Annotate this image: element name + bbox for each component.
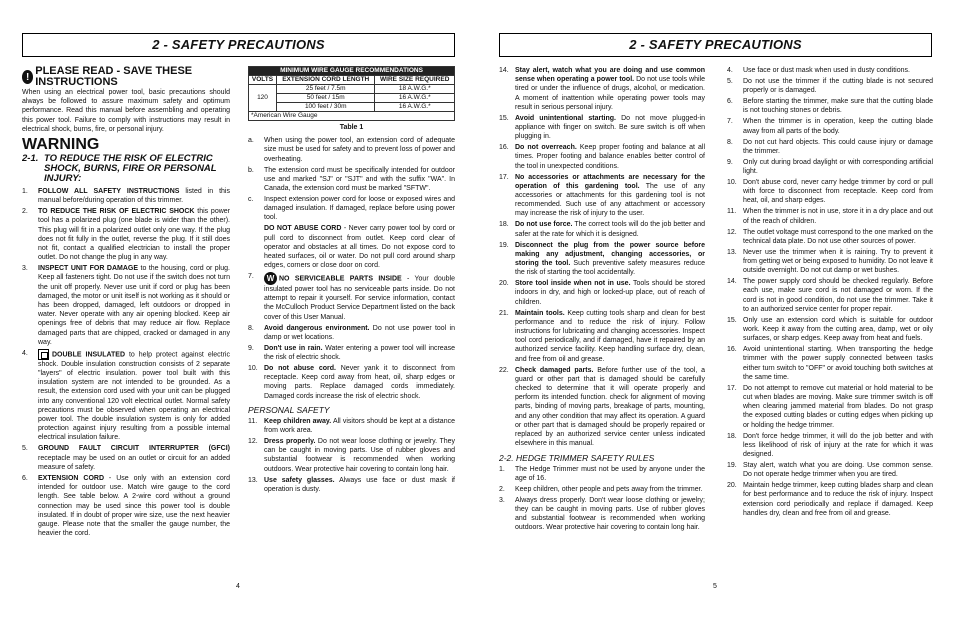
list-item-number: 20. <box>727 482 737 490</box>
list-item <box>499 485 705 494</box>
wire-gauge-table <box>248 66 455 121</box>
list-item-label: Avoid unintentional starting. <box>515 114 616 122</box>
list-item-text <box>38 444 230 472</box>
list-item-text <box>264 272 455 322</box>
list-item-number: 10. <box>727 179 737 187</box>
list-item-text <box>743 277 933 314</box>
list-item-body: receptacle may be used on an outlet or circuit for an added measure of safety. <box>38 454 230 471</box>
list-item-text <box>743 345 933 382</box>
list-item <box>499 143 705 171</box>
list-item-number: 6. <box>22 474 28 482</box>
list-item-text <box>515 114 705 142</box>
list-item-text <box>743 158 933 176</box>
list-item <box>727 316 933 344</box>
list-item-number: c. <box>248 196 254 204</box>
page-number-right: 5 <box>713 583 717 590</box>
list-item-text <box>515 366 705 449</box>
list-item-number: 18. <box>727 432 737 440</box>
list-item-label: Use safety glasses. <box>264 476 335 484</box>
left-page-header <box>22 33 455 57</box>
list-item-number: 1. <box>499 465 505 473</box>
list-item-text <box>743 138 933 156</box>
list-item-body: The Hedge Trimmer must not be used by anyone under the age of 16. <box>515 465 705 482</box>
safety-alert-icon: ! <box>22 70 33 84</box>
list-item-body: to help protect against electric shock. Double insulation construction consists of 2 separate "layers" of electric insulation. power tool built with this insulation system are not intended to be grounded. As a result, the extension cord used with your unit can be plugged into any conventional 120 volt electrical outlet. Normal safety precautions must be observed when operating an electrical power tool. The double insulation system is only for added protection against injury resulting from a possible internal electrical insulation failure. <box>38 351 230 442</box>
list-item <box>727 138 933 156</box>
list-item-text <box>743 66 933 75</box>
list-item-number: 19. <box>499 241 509 249</box>
list-item-number: 7. <box>248 272 254 280</box>
table-row <box>249 94 455 103</box>
list-item-body: Before further use of the tool, a guard or other part that is damaged should be carefully checked to determine that it will operate properly and perform its intended function. check for alignment of moving parts, binding of moving parts, breakage of parts, mounting, and any other condition that may affect its operation. A guard or other part that is damaged should be properly repaired or replaced by an authorized service center unless indicated elsewhere in this manual. <box>515 366 705 448</box>
list-item-text <box>743 77 933 95</box>
list-item-number: 19. <box>727 462 737 470</box>
list-item-text <box>743 432 933 460</box>
list-item-body: Only use an extension cord which is suitable for outdoor work. Keep it away from the cutting area, damp, wet or oily surfaces, or sharp edges. Keep away from heat and fuels. <box>743 316 933 343</box>
list-item-label: Do not use force. <box>515 221 573 229</box>
left-header-title: 2 - SAFETY PRECAUTIONS <box>152 37 325 53</box>
list-item-text <box>515 309 705 364</box>
list-item-text <box>743 97 933 115</box>
list-item <box>727 178 933 206</box>
list-item <box>22 444 230 472</box>
list-item <box>22 349 230 443</box>
safety-list-3 <box>499 66 705 449</box>
list-item-body: Do not use tools while tired or under the influence of drugs, alcohol, or medication. A moment of inattention while operating power tools may result in serious personal injury. <box>515 76 705 111</box>
list-item <box>727 207 933 225</box>
safety-list <box>22 187 230 538</box>
right-col-1 <box>499 66 705 586</box>
list-item <box>727 158 933 176</box>
list-item-label: Avoid dangerous environment. <box>264 324 370 332</box>
list-item <box>727 384 933 430</box>
list-item <box>727 432 933 460</box>
table-title: MINIMUM WIRE GAUGE RECOMMENDATIONS <box>249 67 455 76</box>
list-item-number: 15. <box>727 316 737 324</box>
list-item-number: 4. <box>727 67 733 74</box>
list-item <box>499 241 705 278</box>
list-item-text <box>515 66 705 112</box>
list-item <box>499 173 705 219</box>
abuse-cord-label: DO NOT ABUSE CORD <box>264 225 342 233</box>
list-item <box>248 136 455 164</box>
list-item <box>22 474 230 538</box>
list-item-text <box>743 228 933 246</box>
list-item-text <box>515 485 705 494</box>
list-item-body: Do not attempt to remove cut material or hold material to be cut when blades are moving. Make sure trimmer switch is off when clearing jammed material from blades. Do not grasp the exposed cutting blades or cutting edges when picking up or holding the hedge trimmer. <box>743 384 933 429</box>
list-item-text <box>264 417 455 435</box>
list-item-body: Keep children, other people and pets away from the trimmer. <box>515 485 703 493</box>
right-col-2 <box>727 66 933 586</box>
list-item-number: 8. <box>248 324 254 332</box>
list-item-text <box>38 264 230 347</box>
list-item-text <box>515 496 705 533</box>
table-cell-volts: 120 <box>249 85 277 112</box>
list-item-body: Use face or dust mask when used in dusty conditions. <box>743 67 910 74</box>
list-item-text <box>264 364 455 401</box>
list-item-text <box>264 195 455 223</box>
list-item-number: 7. <box>727 118 733 126</box>
list-item-body: - Use only with an extension cord intended for outdoor use. Match wire gauge to the cord length. See table below. A 2-wire cord without a ground connection may be used since this power tool is double insulated. If in doubt of proper wire size, use the next heavier gauge. Please note that the smaller the gauge number, the heavier the cord. <box>38 474 230 538</box>
personal-safety-list <box>248 417 455 494</box>
list-item-text <box>264 166 455 194</box>
list-item <box>248 476 455 494</box>
list-item-text <box>264 437 455 474</box>
list-item-number: 4. <box>22 349 28 357</box>
list-item-number: 5. <box>727 78 733 85</box>
list-item-number: 12. <box>248 437 258 445</box>
list-item <box>248 344 455 362</box>
list-item-label: Store tool inside when not in use. <box>515 280 631 288</box>
list-item-number: 22. <box>499 366 509 374</box>
list-item-text <box>743 461 933 479</box>
list-item-body: Water entering a power tool will increase the risk of electric shock. <box>264 344 455 361</box>
list-item-number: 11. <box>727 208 737 216</box>
safety-list-2 <box>248 272 455 401</box>
list-item-number: 2. <box>499 485 505 493</box>
list-item-number: 6. <box>727 98 733 106</box>
list-item <box>22 207 230 262</box>
list-item-body: Never yank it to disconnect from receptacle. Keep cord away from heat, oil, sharp edges or moving parts. Replace damaged cords immediately. Damaged cords increase the risk of electric shock. <box>264 364 455 400</box>
list-item-text <box>515 143 705 171</box>
table-header-volts: VOLTS <box>249 76 277 85</box>
hedge-list <box>499 465 705 533</box>
list-item-number: 3. <box>499 496 505 504</box>
list-item-text <box>264 344 455 362</box>
list-item <box>727 248 933 276</box>
list-item-number: 16. <box>499 144 509 152</box>
list-item <box>499 114 705 142</box>
list-item-label: GROUND FAULT CIRCUIT INTERRUPTER (GFCI) <box>38 445 230 453</box>
list-item-label: Maintain tools. <box>515 309 565 317</box>
subsection-number: 2-1. <box>22 153 39 165</box>
list-item <box>727 228 933 246</box>
list-item <box>499 220 705 238</box>
list-item <box>248 364 455 401</box>
list-item-text <box>38 187 230 205</box>
list-item-label: FOLLOW ALL SAFETY INSTRUCTIONS <box>38 188 180 196</box>
list-item-number: 18. <box>499 221 509 229</box>
list-item-body: Before starting the trimmer, make sure that the cutting blade is not touching stones or debris. <box>743 98 933 115</box>
list-item <box>727 481 933 518</box>
list-item-body: When using the power tool, an extension cord of adequate size must be used for safety and to prevent loss of power and overheating. <box>264 137 455 163</box>
list-item-body: Such preventive safety measures reduce the risk of starting the tool accidentally. <box>515 260 705 277</box>
list-item-text <box>515 465 705 483</box>
hedge-list-continued <box>727 66 933 518</box>
list-item-label: Dress properly. <box>264 437 316 445</box>
list-item-text <box>743 207 933 225</box>
abuse-cord-paragraph <box>264 224 455 270</box>
table-row <box>249 103 455 112</box>
table-header-size: WIRE SIZE REQUIRED <box>375 76 455 85</box>
list-item <box>248 272 455 322</box>
list-item-body: listed in this manual before/during operation of this trimmer. <box>38 188 230 205</box>
table-cell: 16 A.W.G.* <box>375 94 455 103</box>
right-header-title: 2 - SAFETY PRECAUTIONS <box>629 37 802 53</box>
list-item-number: b. <box>248 166 254 174</box>
list-item-number: 12. <box>727 228 737 236</box>
table-cell: 16 A.W.G.* <box>375 103 455 112</box>
list-item-text <box>515 173 705 219</box>
list-item-number: 15. <box>499 114 509 122</box>
list-item-number: 13. <box>727 248 737 256</box>
list-item <box>727 277 933 314</box>
list-item-body: Never use the trimmer when it is raining. Try to prevent it from getting wet or being exposed to humidity. Do not leave it outside overnight. Do not cut damp or wet bushes. <box>743 248 933 275</box>
list-item <box>499 465 705 483</box>
list-item-label: No accessories or attachments are necessary for the operation of this gardening tool. <box>515 173 705 190</box>
list-item <box>499 366 705 449</box>
list-item-body: Do not use the trimmer if the cutting blade is not secured properly or is damaged. <box>743 78 933 95</box>
list-item <box>727 345 933 382</box>
list-item-text <box>38 349 230 443</box>
abuse-cord-text: - Never carry power tool by cord or pull cord to disconnect from outlet. Keep cord clear of operator and obstacles at all times. Do not expose cord to heated surfaces, oil or water. Do not pull cord around sharp edges, corners or close door on cord. <box>264 225 455 270</box>
list-item-label: DOUBLE INSULATED <box>52 351 126 359</box>
list-item-label: Do not abuse cord. <box>264 364 336 372</box>
list-item-number: 10. <box>248 364 258 372</box>
double-insulated-icon <box>38 349 49 360</box>
table-cell: 25 feet / 7.5m <box>277 85 375 94</box>
list-item-body: Maintain hedge trimmer, keep cutting blades sharp and clean for best performance and to reduce the risk of injury. Inspect extension cord periodically and replace if damaged. Keep handles dry, clean and free from oil and grease. <box>743 482 933 517</box>
right-page-header <box>499 33 932 57</box>
list-item-text <box>743 248 933 276</box>
list-item-number: 16. <box>727 346 737 354</box>
list-item-label: NO SERVICEABLE PARTS INSIDE <box>279 275 402 283</box>
list-item-body: - Your double insulated power tool has no serviceable parts inside. Do not attempt to repair it yourself. For service information, contact the McCulloch Product Service Department listed on the back cover of this User Manual. <box>264 275 455 321</box>
left-col-1 <box>22 66 230 581</box>
subsection-title: TO REDUCE THE RISK OF ELECTRIC SHOCK, BURNS, FIRE OR PERSONAL INJURY: <box>44 153 217 185</box>
list-item-text <box>264 324 455 342</box>
list-item <box>499 66 705 112</box>
list-item-body: to the housing, cord or plug. Keep all fasteners tight. Do not use if the switch does not turn the unit off properly. Never use unit if cord or plug has been damaged, the motor or unit itself is not working as it should or has been dropped, damaged, left outdoors or dropped in water. Never operate with any air opening blocked. Keep air openings free of debris that may reduce air flow. Replace damaged parts that are chipped, cracked or damaged in any way. <box>38 265 230 346</box>
list-item-text <box>743 316 933 344</box>
hedge-trimmer-heading: 2-2. HEDGE TRIMMER SAFETY RULES <box>499 452 655 463</box>
list-item-label: TO REDUCE THE RISK OF ELECTRIC SHOCK <box>38 208 195 216</box>
list-item-number: 9. <box>727 158 733 166</box>
list-item-body: Do not cut hard objects. This could cause injury or damage the trimmer. <box>743 138 933 155</box>
list-item <box>727 461 933 479</box>
list-item-body: Always use face or dust mask if operation is dusty. <box>264 476 455 493</box>
list-item <box>248 195 455 223</box>
list-item-number: 3. <box>22 265 28 273</box>
list-item-number: a. <box>248 137 254 145</box>
list-item-label: Check damaged parts. <box>515 366 594 374</box>
left-col-2 <box>248 66 455 581</box>
list-item <box>248 437 455 474</box>
list-item <box>22 264 230 347</box>
list-item <box>499 309 705 364</box>
list-item-number: 17. <box>499 173 509 181</box>
table-cell: 100 feet / 30m <box>277 103 375 112</box>
list-item-body: The use of any accessories or attachments for this gardening tool is not recommended. Such use of any attachment or accessory may increase the risk of injury to the user. <box>515 182 705 218</box>
list-item-number: 17. <box>727 384 737 392</box>
list-item-text <box>515 241 705 278</box>
list-item-body: Always dress properly. Don't wear loose clothing or jewelry; they can be caught in moving parts. Use of rubber gloves and substantial footwear is recommended when working outdoors. Wear protective hair covering to contain long hair. <box>515 496 705 532</box>
list-item-text <box>264 476 455 494</box>
list-item-text <box>743 178 933 206</box>
list-item-body: this power tool has a polarized plug (one blade is wider than the other). This plug will fit in a polarized outlet only one way. If the plug does not fit fully in the outlet, reverse the plug. If it still does not fit, contact a qualified electrician to install the proper outlet. Do not change the plug in any way. <box>38 208 230 262</box>
right-page <box>477 0 954 618</box>
list-item-body: Don't abuse cord, never carry hedge trimmer by cord or pull with force to disconnect from receptacle. Keep cord from heat, oil, and sharp edges. <box>743 179 933 205</box>
list-item-label: INSPECT UNIT FOR DAMAGE <box>38 265 139 273</box>
list-item <box>499 496 705 533</box>
list-item <box>248 417 455 435</box>
list-item-text <box>743 117 933 135</box>
list-item-label: Do not overreach. <box>515 144 577 152</box>
list-item-label: Don't use in rain. <box>264 344 323 352</box>
subsection-2-1 <box>22 154 230 184</box>
list-item-text <box>743 384 933 430</box>
list-item <box>499 279 705 307</box>
warning-w-icon: W <box>264 272 277 285</box>
list-item <box>727 97 933 115</box>
list-item-text <box>38 474 230 538</box>
list-item-body: The extension cord must be specifically intended for outdoor use and marked "SJ" or "SJT" and with the suffix "WA". In Canada, the extension cord must be marked "SFTW". <box>264 166 455 193</box>
list-item-number: 14. <box>727 278 737 286</box>
list-item-number: 13. <box>248 476 258 484</box>
list-item-number: 5. <box>22 445 28 453</box>
list-item-body: Don't force hedge trimmer, it will do the job better and with less likelihood of risk of injury at the rate for which it was designed. <box>743 432 933 459</box>
list-item-number: 8. <box>727 138 733 146</box>
list-item-number: 20. <box>499 280 509 288</box>
list-item-body: Do not move plugged-in appliance with finger on switch. Be sure switch is off when plugging in. <box>515 114 705 141</box>
list-item-text <box>38 207 230 262</box>
list-item-number: 2. <box>22 208 28 216</box>
list-item-body: Do not use power tool in damp or wet locations. <box>264 324 455 341</box>
list-item-number: 14. <box>499 67 509 74</box>
list-item-number: 11. <box>248 417 258 425</box>
list-item <box>248 166 455 194</box>
table-row <box>249 85 455 94</box>
list-item-body: The correct tools will do the job better and safer at the rate for which it is designed. <box>515 221 705 238</box>
table-footnote: *American Wire Gauge <box>249 112 455 121</box>
table-cell: 50 feet / 15m <box>277 94 375 103</box>
list-item <box>248 324 455 342</box>
list-item-body: Keep proper footing and balance at all times. Proper footing and balance enables better control of the tool in unexpected conditions. <box>515 144 705 170</box>
list-item-body: Inspect extension power cord for loose or exposed wires and damaged insulation. If damaged, replace before using power tool. <box>264 196 455 222</box>
list-item-body: Only cut during broad daylight or with corresponding artificial light. <box>743 158 933 176</box>
intro-text: When using an electrical power tool, basic precautions should always be followed to assure maximum safety and optimum performance. Read this manual before assembling and operating this power tool. Failure to comply with instructions may result in electrical shock, burns, fire, or personal injury. <box>22 89 230 133</box>
list-item-text <box>515 220 705 238</box>
list-item-body: The power supply cord should be checked regularly. Before each use, make sure cord is not damaged or worn. If the cord is not in good condition, do not use the trimmer. Take it to an authorized service center for proper repair. <box>743 278 933 313</box>
list-item-text <box>743 481 933 518</box>
list-item <box>727 66 933 75</box>
list-item-label: EXTENSION CORD <box>38 474 104 482</box>
list-item-body: Avoid unintentional starting. When transporting the hedge trimmer with the power supply connected between tasks either turn switch to "OFF" or avoid touching both switches at the same time. <box>743 346 933 381</box>
list-item-text <box>515 279 705 307</box>
page-number-left: 4 <box>236 583 240 590</box>
list-item <box>727 117 933 135</box>
extension-cord-list <box>248 136 455 222</box>
list-item-number: 1. <box>22 188 28 196</box>
list-item-body: All visitors should be kept at a distance from work area. <box>264 417 455 434</box>
list-item <box>22 187 230 205</box>
table-caption: Table 1 <box>339 124 364 131</box>
list-item-body: When the trimmer is not in use, store it in a dry place and out of the reach of children. <box>743 208 933 225</box>
list-item-body: Tools should be stored indoors in dry, and high or locked-up place, out of reach of children. <box>515 280 705 306</box>
list-item-label: Disconnect the plug from the power source before making any adjustment, changing accessories, or storing the tool. <box>515 241 705 268</box>
intro-title: PLEASE READ - SAVE THESE INSTRUCTIONS <box>35 66 193 88</box>
list-item-body: Keep cutting tools sharp and clean for best performance and to reduce the risk of injury. Follow instructions for lubricating and changing accessories. Inspect tool cord periodically, and if damaged, have it repaired by an authorized service facility. Keep handling surface dry, clean, and free from oil and grease. <box>515 309 705 363</box>
list-item-text <box>264 136 455 164</box>
list-item <box>727 77 933 95</box>
list-item-label: Keep children away. <box>264 417 332 425</box>
list-item-number: 21. <box>499 309 509 317</box>
table-cell: 18 A.W.G.* <box>375 85 455 94</box>
warning-heading: WARNING <box>22 136 100 154</box>
table-header-length: EXTENSION CORD LENGTH <box>277 76 375 85</box>
personal-safety-heading: PERSONAL SAFETY <box>248 404 330 415</box>
list-item-body: When the trimmer is in operation, keep the cutting blade away from all parts of the body. <box>743 118 933 135</box>
intro-title-row <box>22 66 230 88</box>
list-item-body: Stay alert, watch what you are doing. Use common sense. Do not operate hedge trimmer when you are tired. <box>743 462 933 479</box>
list-item-body: The outlet voltage must correspond to the one marked on the technical data plate. Do not use other sources of power. <box>743 228 933 245</box>
list-item-body: Do not wear loose clothing or jewelry. They can be caught in moving parts. Use of rubber gloves and substantial footwear is recommended when working outdoors. Wear protective hair covering to contain long hair. <box>264 437 455 473</box>
list-item-label: Stay alert, watch what you are doing and use common sense when operating a power tool. <box>515 67 705 84</box>
list-item-number: 9. <box>248 344 254 352</box>
